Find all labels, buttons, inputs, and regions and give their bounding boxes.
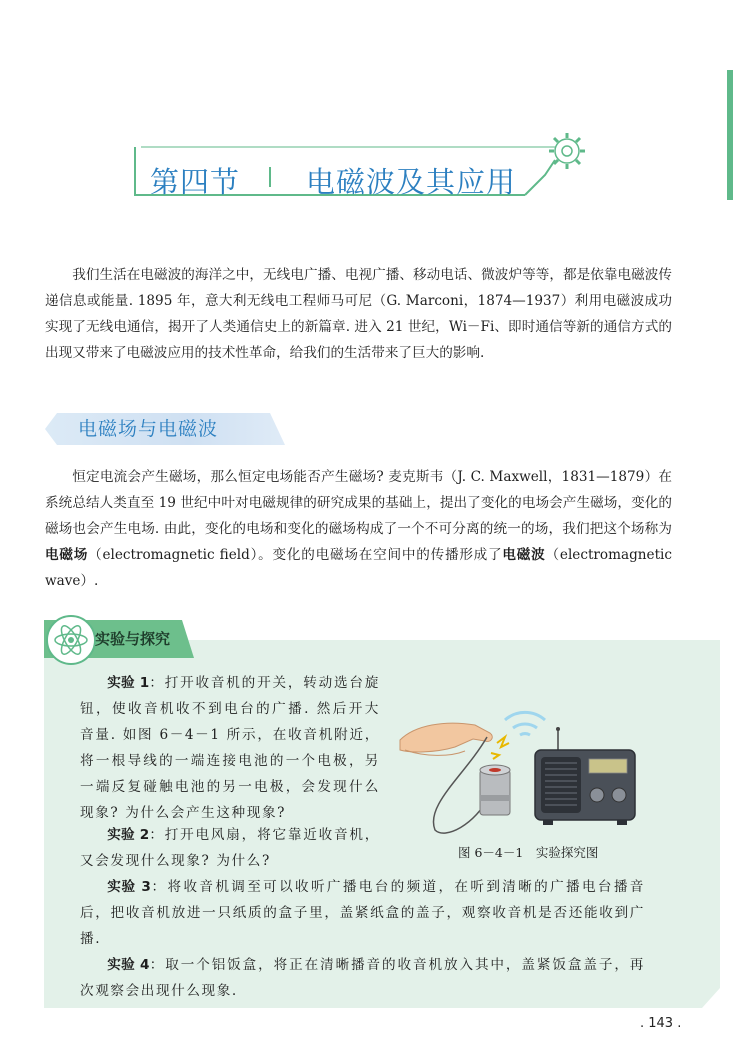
exp4-text: ：取一个铝饭盒，将正在清晰播音的收音机放入其中，盖紧饭盒盖子，再次观察会出现什么现象. [80, 957, 645, 999]
atom-icon [46, 615, 96, 665]
experiment-label: 实验与探究 [95, 630, 171, 648]
para-text-1: 恒定电流会产生磁场，那么恒定电场能否产生磁场? 麦克斯韦（J. C. Maxwell，1831—1879）在系统总结人类直至 19 世纪中叶对电磁规律的研究成果的基础上，提出了变化的电场会产生磁场，变化的磁场也会产生电场. 由此，变化的电场和变化的磁场构成了一个不可分离的统一的场，我们把这个场称为 [45, 469, 672, 537]
experiment-figure [395, 695, 685, 845]
experiment-3 [80, 874, 645, 952]
experiment-2 [80, 822, 380, 874]
section-number: 第四节 [150, 165, 241, 199]
battery-icon [480, 765, 510, 815]
exp3-label: 实验 3 [107, 879, 151, 895]
exp2-label: 实验 2 [107, 827, 150, 843]
radio-icon [535, 727, 635, 825]
chapter-side-bar [727, 70, 733, 200]
spark-icon [491, 737, 509, 759]
subsection-paragraph [45, 464, 672, 594]
subsection-heading: 电磁场与电磁波 [78, 418, 219, 440]
para-text-3: （electromagnetic wave）. [45, 547, 673, 589]
exp1-label: 实验 1 [107, 675, 150, 691]
exp3-text: ：将收音机调至可以收听广播电台的频道，在听到清晰的广播电台播音后，把收音机放进一只纸质的盒子里，盖紧纸盒的盖子，观察收音机是否还能收到广播. [80, 879, 645, 947]
intro-paragraph: 我们生活在电磁波的海洋之中，无线电广播、电视广播、移动电话、微波炉等等，都是依靠电磁波传递信息或能量. 1895 年，意大利无线电工程师马可尼（G. Marconi，1874—1937）利用电磁波成功实现了无线电通信，揭开了人类通信史上的新篇章. 进入 21 世纪，Wi－Fi、即时通信等新的通信方式的出现又带来了电磁波应用的技术性革命，给我们的生活带来了巨大的影响. [45, 267, 672, 361]
experiment-1 [80, 670, 380, 826]
signal-waves-icon [505, 712, 545, 735]
exp4-label: 实验 4 [107, 957, 150, 973]
exp1-text: ：打开收音机的开关，转动选台旋钮，使收音机收不到电台的广播. 然后开大音量. 如图 6－4－1 所示，在收音机附近，将一根导线的一端连接电池的一个电极，另一端反复碰触电池的另一电极，会发现什么现象? 为什么会产生这种现象? [80, 675, 380, 821]
term-electromagnetic-wave: 电磁波 [502, 547, 546, 563]
figure-caption: 图 6－4－1 实验探究图 [458, 845, 599, 860]
para-text-2: （electromagnetic field）。变化的电磁场在空间中的传播形成了 [88, 547, 503, 563]
chapter-side-marker [723, 200, 733, 310]
page-number: . 143 . [640, 1016, 682, 1031]
experiment-4 [80, 952, 645, 1004]
exp2-text: ：打开电风扇，将它靠近收音机，又会发现什么现象? 为什么? [80, 827, 380, 869]
term-electromagnetic-field: 电磁场 [45, 547, 89, 563]
section-title: 电磁波及其应用 [306, 165, 517, 199]
